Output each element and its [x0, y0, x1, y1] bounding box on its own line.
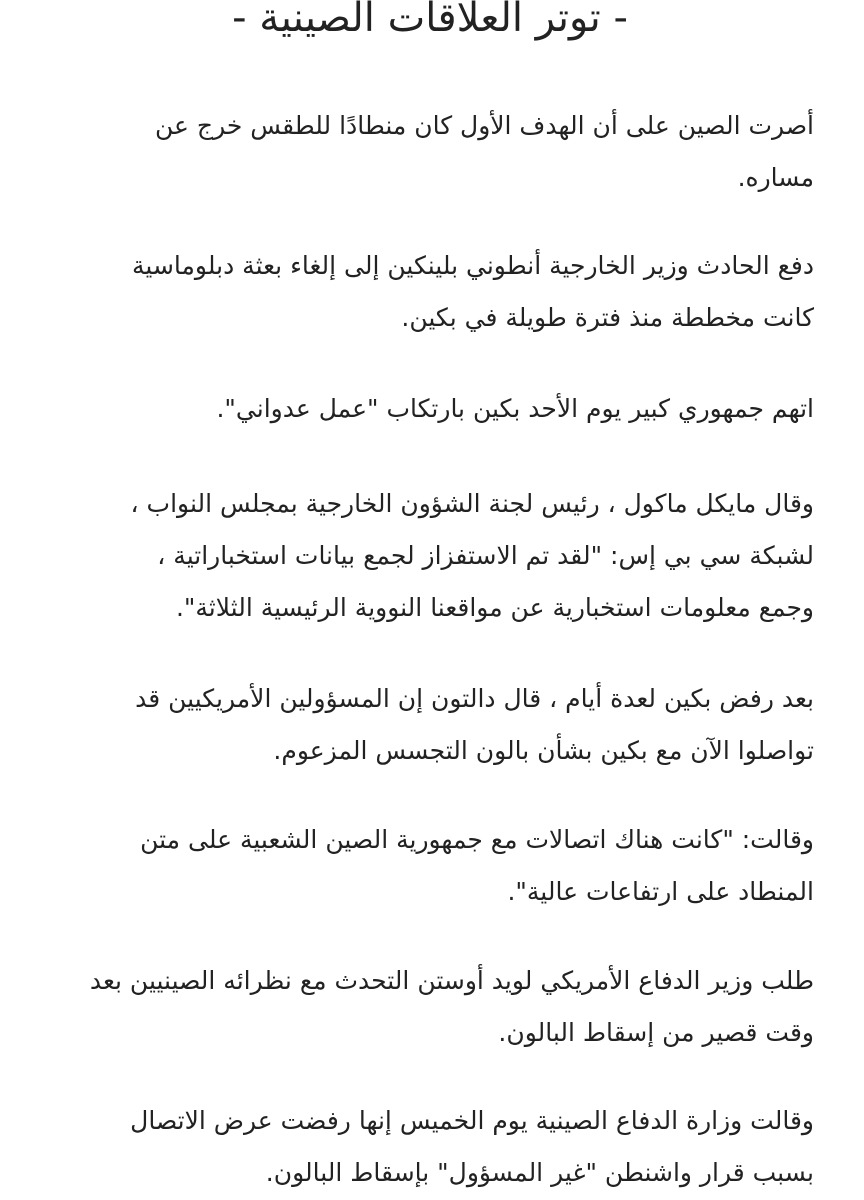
paragraph-china-weather-balloon [34, 100, 814, 204]
paragraph-republican-accusation [34, 383, 814, 435]
paragraph-line: تواصلوا الآن مع بكين بشأن بالون التجسس المزعوم. [273, 736, 814, 765]
paragraph-contacts-quote [34, 814, 814, 918]
paragraph-line: دفع الحادث وزير الخارجية أنطوني بلينكين إلى إلغاء بعثة دبلوماسية [132, 251, 814, 280]
paragraph-line: مساره. [737, 163, 814, 192]
paragraph-austin-request [34, 955, 814, 1059]
paragraph-line: وقالت وزارة الدفاع الصينية يوم الخميس إنها رفضت عرض الاتصال [130, 1106, 814, 1135]
paragraph-line: وقالت: "كانت هناك اتصالات مع جمهورية الصين الشعبية على متن [140, 825, 814, 854]
paragraph-line: بسبب قرار واشنطن "غير المسؤول" بإسقاط البالون. [265, 1158, 814, 1187]
paragraph-line: لشبكة سي بي إس: "لقد تم الاستفزاز لجمع بيانات استخباراتية ، [157, 541, 814, 570]
paragraph-line: بعد رفض بكين لعدة أيام ، قال دالتون إن المسؤولين الأمريكيين قد [135, 684, 814, 713]
paragraph-line: أصرت الصين على أن الهدف الأول كان منطادًا للطقس خرج عن [155, 111, 814, 140]
article-title: - توتر العلاقات الصينية - [232, 0, 628, 41]
paragraph-blinken-trip [34, 240, 814, 344]
paragraph-line: وجمع معلومات استخبارية عن مواقعنا النووية الرئيسية الثلاثة". [175, 593, 814, 622]
paragraph-dalton-statement [34, 673, 814, 777]
paragraph-mccaul-quote [34, 478, 814, 634]
paragraph-line: وقال مايكل ماكول ، رئيس لجنة الشؤون الخارجية بمجلس النواب ، [130, 489, 814, 518]
paragraph-line: المنطاد على ارتفاعات عالية". [507, 877, 814, 906]
paragraph-line: اتهم جمهوري كبير يوم الأحد بكين بارتكاب "عمل عدواني". [216, 394, 814, 423]
paragraph-line: وقت قصير من إسقاط البالون. [498, 1018, 814, 1047]
paragraph-china-defense-ministry [34, 1095, 814, 1199]
paragraph-line: طلب وزير الدفاع الأمريكي لويد أوستن التحدث مع نظرائه الصينيين بعد [89, 966, 814, 995]
paragraph-line: كانت مخططة منذ فترة طويلة في بكين. [401, 303, 814, 332]
